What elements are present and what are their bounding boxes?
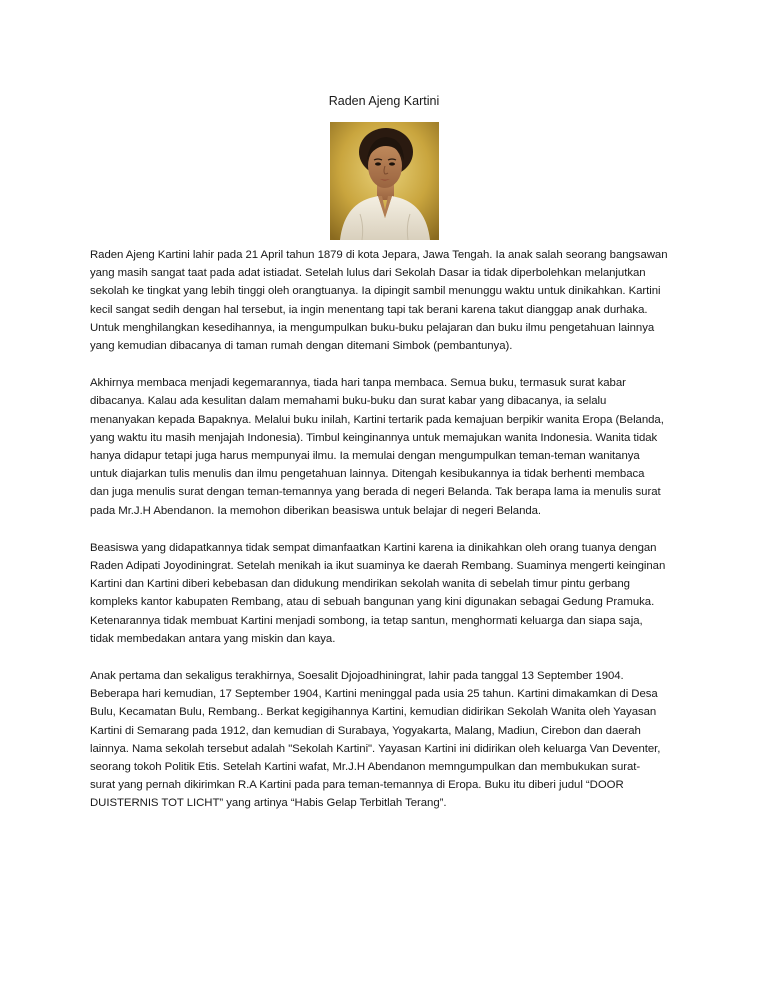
paragraph: Beasiswa yang didapatkannya tidak sempat dimanfaatkan Kartini karena ia dinikahkan oleh orang tuanya dengan Raden Adipati Joyodiningrat. Setelah menikah ia ikut suaminya ke daerah Rembang. Suaminya mengerti keinginan Kartini dan Kartini diberi kebebasan dan didukung mendirikan sekolah wanita di sebelah timur pintu gerbang kompleks kantor kabupaten Rembang, atau di sebuah bangunan yang kini digunakan sebagai Gedung Pramuka. Ketenarannya tidak membuat Kartini menjadi sombong, ia tetap santun, menghormati keluarga dan siapa saja, tidak membedakan antara yang miskin dan kaya.	[90, 541, 666, 645]
paragraph: Raden Ajeng Kartini lahir pada 21 April tahun 1879 di kota Jepara, Jawa Tengah. Ia anak salah seorang bangsawan yang masih sangat taat pada adat istiadat. Setelah lulus dari Sekolah Dasar ia tidak diperbolehkan melanjutkan sekolah ke tingkat yang lebih tinggi oleh orangtuanya. Ia dipingit sambil menunggu waktu untuk dinikahkan. Kartini kecil sangat sedih dengan hal tersebut, ia ingin menentang tapi tak berani karena takut dianggap anak durhaka. Untuk menghilangkan kesedihannya, ia mengumpulkan buku-buku pelajaran dan buku ilmu pengetahuan lainnya yang kemudian dibacanya di taman rumah dengan ditemani Simbok (pembantunya).	[90, 249, 668, 353]
paragraph: Anak pertama dan sekaligus terakhirnya, Soesalit Djojoadhiningrat, lahir pada tanggal 13 September 1904. Beberapa hari kemudian, 17 September 1904, Kartini meninggal pada usia 25 tahun. Kartini dimakamkan di Desa Bulu, Kecamatan Bulu, Rembang.. Berkat kegigihannya Kartini, kemudian didirikan Sekolah Wanita oleh Yayasan Kartini di Semarang pada 1912, dan kemudian di Surabaya, Yogyakarta, Malang, Madiun, Cirebon dan daerah lainnya. Nama sekolah tersebut adalah "Sekolah Kartini". Yayasan Kartini ini didirikan oleh keluarga Van Deventer, seorang tokoh Politik Etis. Setelah Kartini wafat, Mr.J.H Abendanon memngumpulkan dan membukukan surat- surat yang pernah dikirimkan R.A Kartini pada para teman-temannya di Eropa. Buku itu diberi judul “DOOR DUISTERNIS TOT LICHT” yang artinya “Habis Gelap Terbitlah Terang”.	[90, 670, 661, 810]
article-body	[90, 246, 690, 832]
page-title: Raden Ajeng Kartini	[328, 94, 440, 108]
portrait-painting-icon	[330, 122, 439, 240]
paragraph: Akhirnya membaca menjadi kegemarannya, tiada hari tanpa membaca. Semua buku, termasuk surat kabar dibacanya. Kalau ada kesulitan dalam memahami buku-buku dan surat kabar yang dibacanya, ia selalu menanyakan kepada Bapaknya. Melalui buku inilah, Kartini tertarik pada kemajuan berpikir wanita Eropa (Belanda, yang waktu itu masih menjajah Indonesia). Timbul keinginannya untuk memajukan wanita Indonesia. Wanita tidak hanya didapur tetapi juga harus mempunyai ilmu. Ia memulai dengan mengumpulkan teman-teman wanitanya untuk diajarkan tulis menulis dan ilmu pengetahuan lainnya. Ditengah kesibukannya ia tidak berhenti membaca dan juga menulis surat dengan teman-temannya yang berada di negeri Belanda. Tak berapa lama ia menulis surat pada Mr.J.H Abendanon. Ia memohon diberikan beasiswa untuk belajar di negeri Belanda.	[90, 377, 664, 517]
